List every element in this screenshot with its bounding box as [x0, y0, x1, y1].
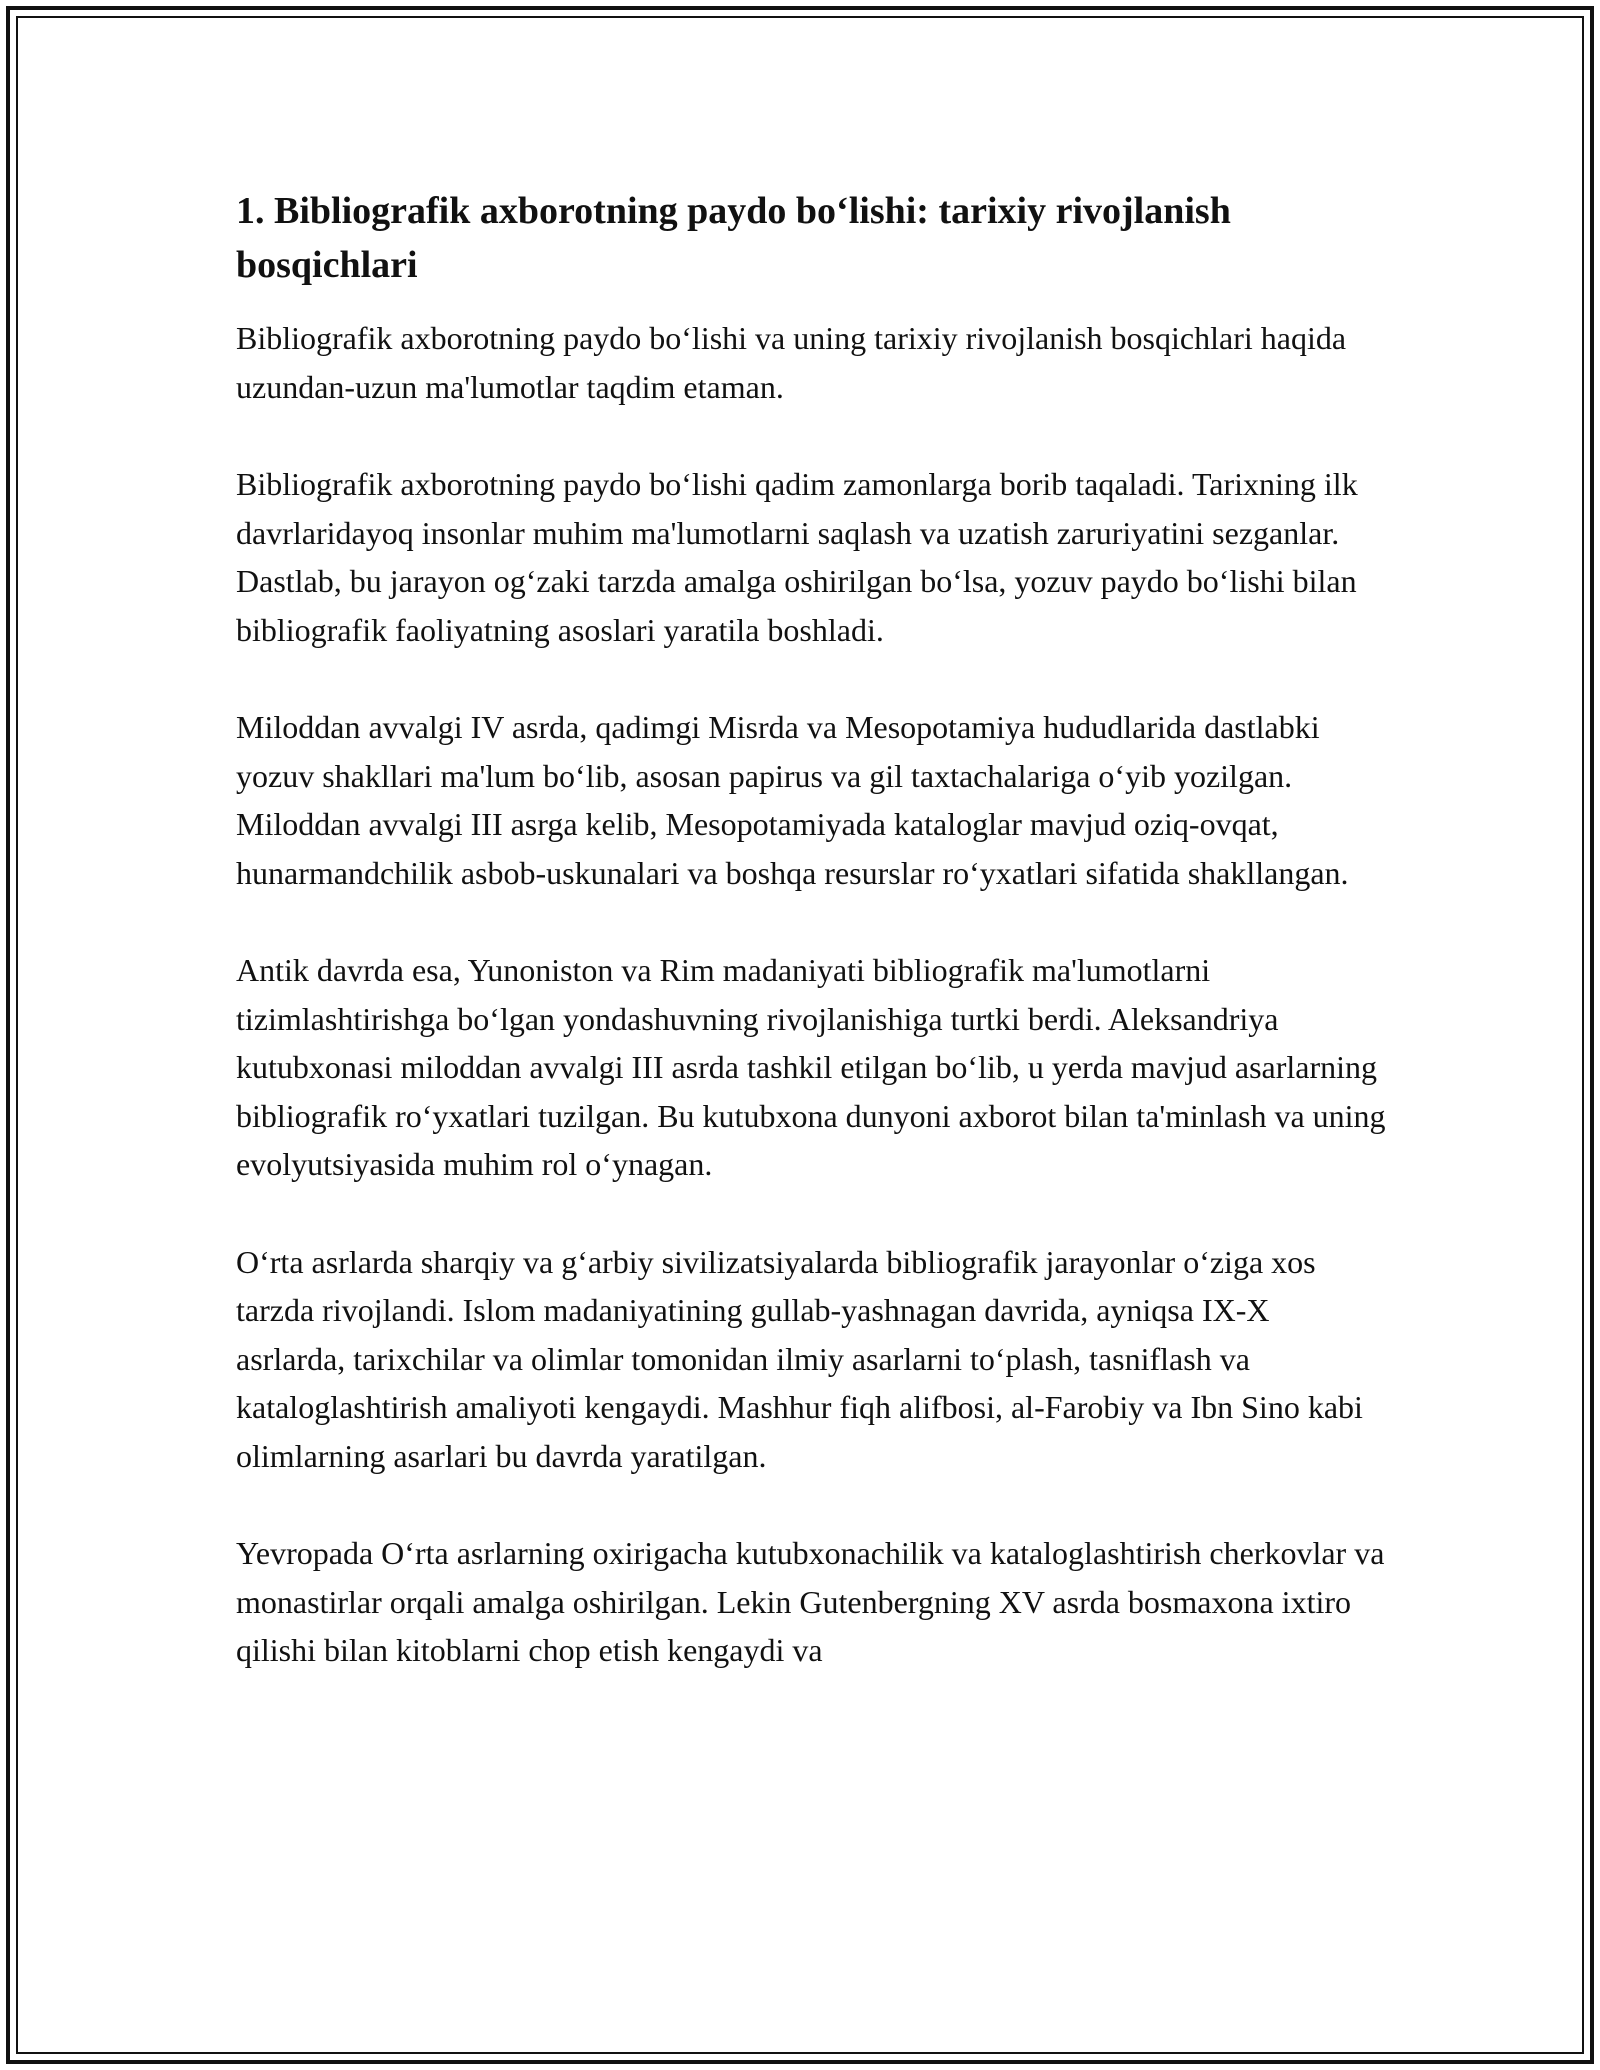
paragraph-ancient-east: Miloddan avvalgi IV asrda, qadimgi Misrda va Mesopotamiya hududlarida dastlabki yozuv shakllari ma'lum bo‘lib, asosan papirus va gil taxtachalariga o‘yib yozilgan. Miloddan avvalgi III asrga kelib, Mesopotamiyada kataloglar mavjud oziq-ovqat, hunarmandchilik asbob-uskunalari va boshqa resurslar ro‘yxatlari sifatida shakllangan.	[236, 709, 1349, 891]
document-body	[236, 184, 1386, 1675]
paragraph-europe: Yevropada O‘rta asrlarning oxirigacha kutubxonachilik va kataloglashtirish cherkovlar va monastirlar orqali amalga oshirilgan. Lekin Gutenbergning XV asrda bosmaxona ixtiro qilishi bilan kitoblarni chop etish kengaydi va	[236, 1535, 1385, 1668]
section-heading: 1. Bibliografik axborotning paydo bo‘lishi: tarixiy rivojlanish bosqichlari	[236, 190, 1231, 286]
paragraph-intro: Bibliografik axborotning paydo bo‘lishi va uning tarixiy rivojlanish bosqichlari haqida uzundan-uzun ma'lumotlar taqdim etaman.	[236, 320, 1347, 405]
paragraph-middle-ages: O‘rta asrlarda sharqiy va g‘arbiy sivilizatsiyalarda bibliografik jarayonlar o‘ziga xos tarzda rivojlandi. Islom madaniyatining gullab-yashnagan davrida, ayniqsa IX-X asrlarda, tarixchilar va olimlar tomonidan ilmiy asarlarni to‘plash, tasniflash va kataloglashtirish amaliyoti kengaydi. Mashhur fiqh alifbosi, al-Farobiy va Ibn Sino kabi olimlarning asarlari bu davrda yaratilgan.	[236, 1243, 1363, 1474]
paragraph-origins: Bibliografik axborotning paydo bo‘lishi qadim zamonlarga borib taqaladi. Tarixning ilk davrlaridayoq insonlar muhim ma'lumotlarni saqlash va uzatish zaruriyatini sezganlar. Dastlab, bu jarayon og‘zaki tarzda amalga oshirilgan bo‘lsa, yozuv paydo bo‘lishi bilan bibliografik faoliyatning asoslari yaratila boshladi.	[236, 466, 1358, 648]
paragraph-antiquity: Antik davrda esa, Yunoniston va Rim madaniyati bibliografik ma'lumotlarni tizimlashtirishga bo‘lgan yondashuvning rivojlanishiga turtki berdi. Aleksandriya kutubxonasi miloddan avvalgi III asrda tashkil etilgan bo‘lib, u yerda mavjud asarlarning bibliografik ro‘yxatlari tuzilgan. Bu kutubxona dunyoni axborot bilan ta'minlash va uning evolyutsiyasida muhim rol o‘ynagan.	[236, 952, 1386, 1182]
